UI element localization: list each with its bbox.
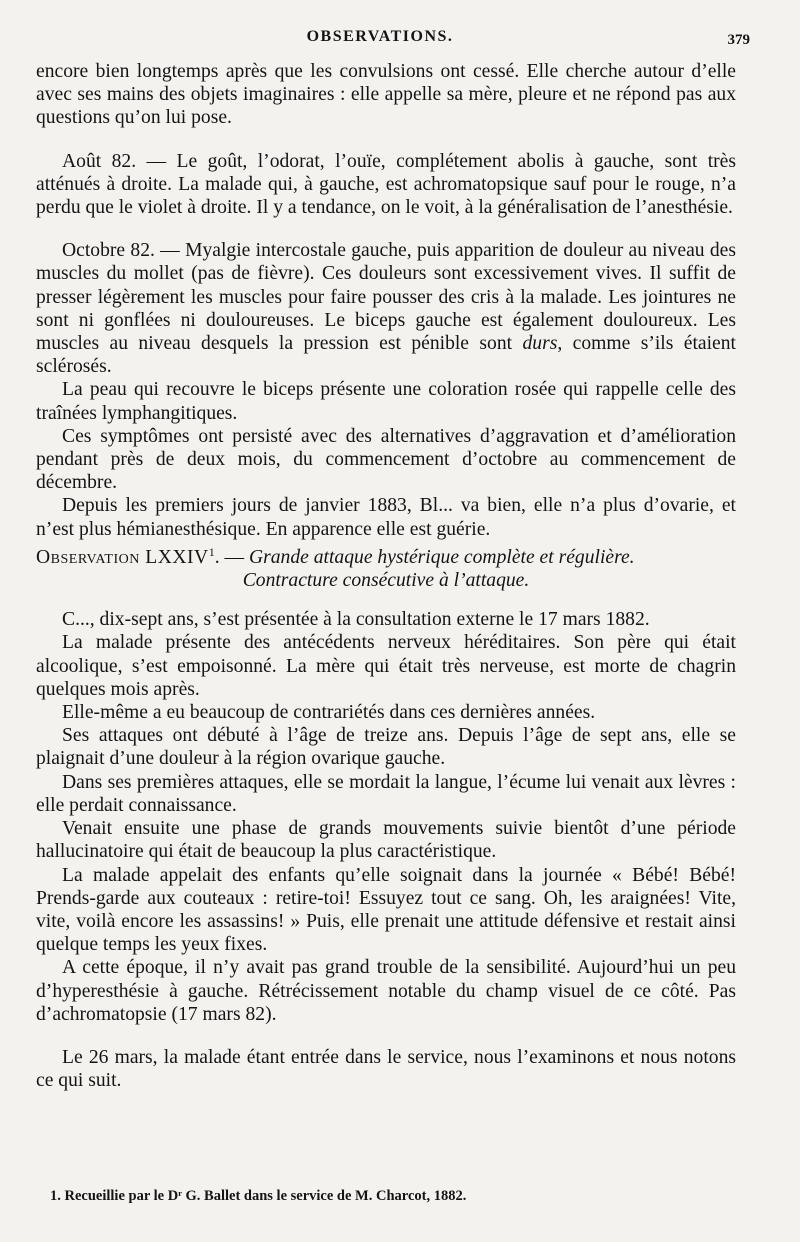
page-number: 379	[727, 32, 750, 48]
body-text	[36, 60, 736, 1092]
paragraph-premieres-attaques: Dans ses premières attaques, elle se mordait la langue, l’écume lui venait aux lèvres : elle perdait connaissance.	[36, 771, 736, 816]
paragraph-octobre-82-end: , comme s’ils étaient sclérosés.	[36, 333, 736, 378]
paragraph-attaques-debut: Ses attaques ont débuté à l’âge de treize ans. Depuis l’âge de sept ans, elle se plaignait d’une douleur à la région ovarique gauche.	[36, 725, 736, 770]
paragraph-contrarietes: Elle-même a eu beaucoup de contrariétés dans ces dernières années.	[62, 702, 596, 724]
observation-dash: . —	[214, 546, 249, 568]
paragraph-octobre-82-text: Octobre 82. — Myalgie intercostale gauche, puis apparition de douleur au niveau des muscles du mollet (pas de fièvre). Ces douleurs sont excessivement vives. Il suffit de presser légèrement les muscles pour faire pousser des cris à la malade. Les jointures ne sont ni gonflées ni douloureuses. Le biceps gauche est également douloureux. Les muscles au niveau desquels la pression est pénible sont	[36, 240, 736, 355]
observation-footnote-marker: 1	[208, 544, 215, 559]
footnote	[50, 1187, 730, 1205]
observation-subtitle: Contracture consécutive à l’attaque.	[242, 570, 530, 592]
emphasis-durs: durs	[522, 333, 558, 355]
observation-heading	[36, 541, 736, 569]
paragraph-c-dix-sept-ans: C..., dix-sept ans, s’est présentée à la consultation externe le 17 mars 1882.	[62, 609, 650, 631]
paragraph-continuation: encore bien longtemps après que les convulsions ont cessé. Elle cherche autour d’elle avec ses mains des objets imaginaires : elle appelle sa mère, pleure et ne répond pas aux questions qu’on lui pose.	[36, 61, 736, 129]
observation-label: Observation LXXIV	[36, 546, 209, 568]
paragraph-sensibilite: A cette époque, il n’y avait pas grand trouble de la sensibilité. Aujourd’hui un peu d’hyperesthésie à gauche. Rétrécissement notable du champ visuel de ce côté. Pas d’achromatopsie (17 mars 82).	[36, 957, 736, 1025]
footnote-text: . Recueillie par le Dʳ G. Ballet dans le service de M. Charcot, 1882.	[57, 1188, 467, 1204]
observation-title: Grande attaque hystérique complète et régulière.	[248, 546, 635, 568]
footnote-marker: 1	[50, 1188, 58, 1204]
paragraph-phase-mouvements: Venait ensuite une phase de grands mouvements suivie bientôt d’une période hallucinatoire qui était de beaucoup la plus caractéristique.	[36, 818, 736, 863]
paragraph-antecedents: La malade présente des antécédents nerveux héréditaires. Son père qui était alcoolique, s’est empoisonné. La mère qui était très nerveuse, est morte de chagrin quelques mois après.	[36, 632, 736, 700]
paragraph-octobre-82	[36, 239, 736, 378]
paragraph-biceps: La peau qui recouvre le biceps présente une coloration rosée qui rappelle celle des traînées lymphangitiques.	[36, 379, 736, 424]
running-head	[0, 26, 800, 52]
paragraph-aout-82: Août 82. — Le goût, l’odorat, l’ouïe, complétement abolis à gauche, sont très atténués à droite. La malade qui, à gauche, est achromatopsique sauf pour le rouge, n’a perdu que le violet à droite. Il y a tendance, on le voit, à la généralisation de l’anesthésie.	[36, 150, 736, 219]
running-title: OBSERVATIONS.	[306, 28, 454, 45]
paragraph-hallucinations: La malade appelait des enfants qu’elle soignait dans la journée « Bébé! Bébé! Prends-garde aux couteaux : retire-toi! Essuyez tout ce sang. Oh, les araignées! Vite, vite, voilà encore les assassins! » Puis, elle prenait une attitude défensive et restait ainsi quelque temps les yeux fixes.	[36, 864, 736, 956]
paragraph-26-mars: Le 26 mars, la malade étant entrée dans le service, nous l’examinons et nous notons ce qui suit.	[36, 1046, 736, 1092]
paragraph-janvier-1883: Depuis les premiers jours de janvier 1883, Bl... va bien, elle n’a plus d’ovarie, et n’est plus hémianesthésique. En apparence elle est guérie.	[36, 495, 736, 540]
paragraph-symptomes: Ces symptômes ont persisté avec des alternatives d’aggravation et d’amélioration pendant près de deux mois, du commencement d’octobre au commencement de décembre.	[36, 425, 736, 494]
